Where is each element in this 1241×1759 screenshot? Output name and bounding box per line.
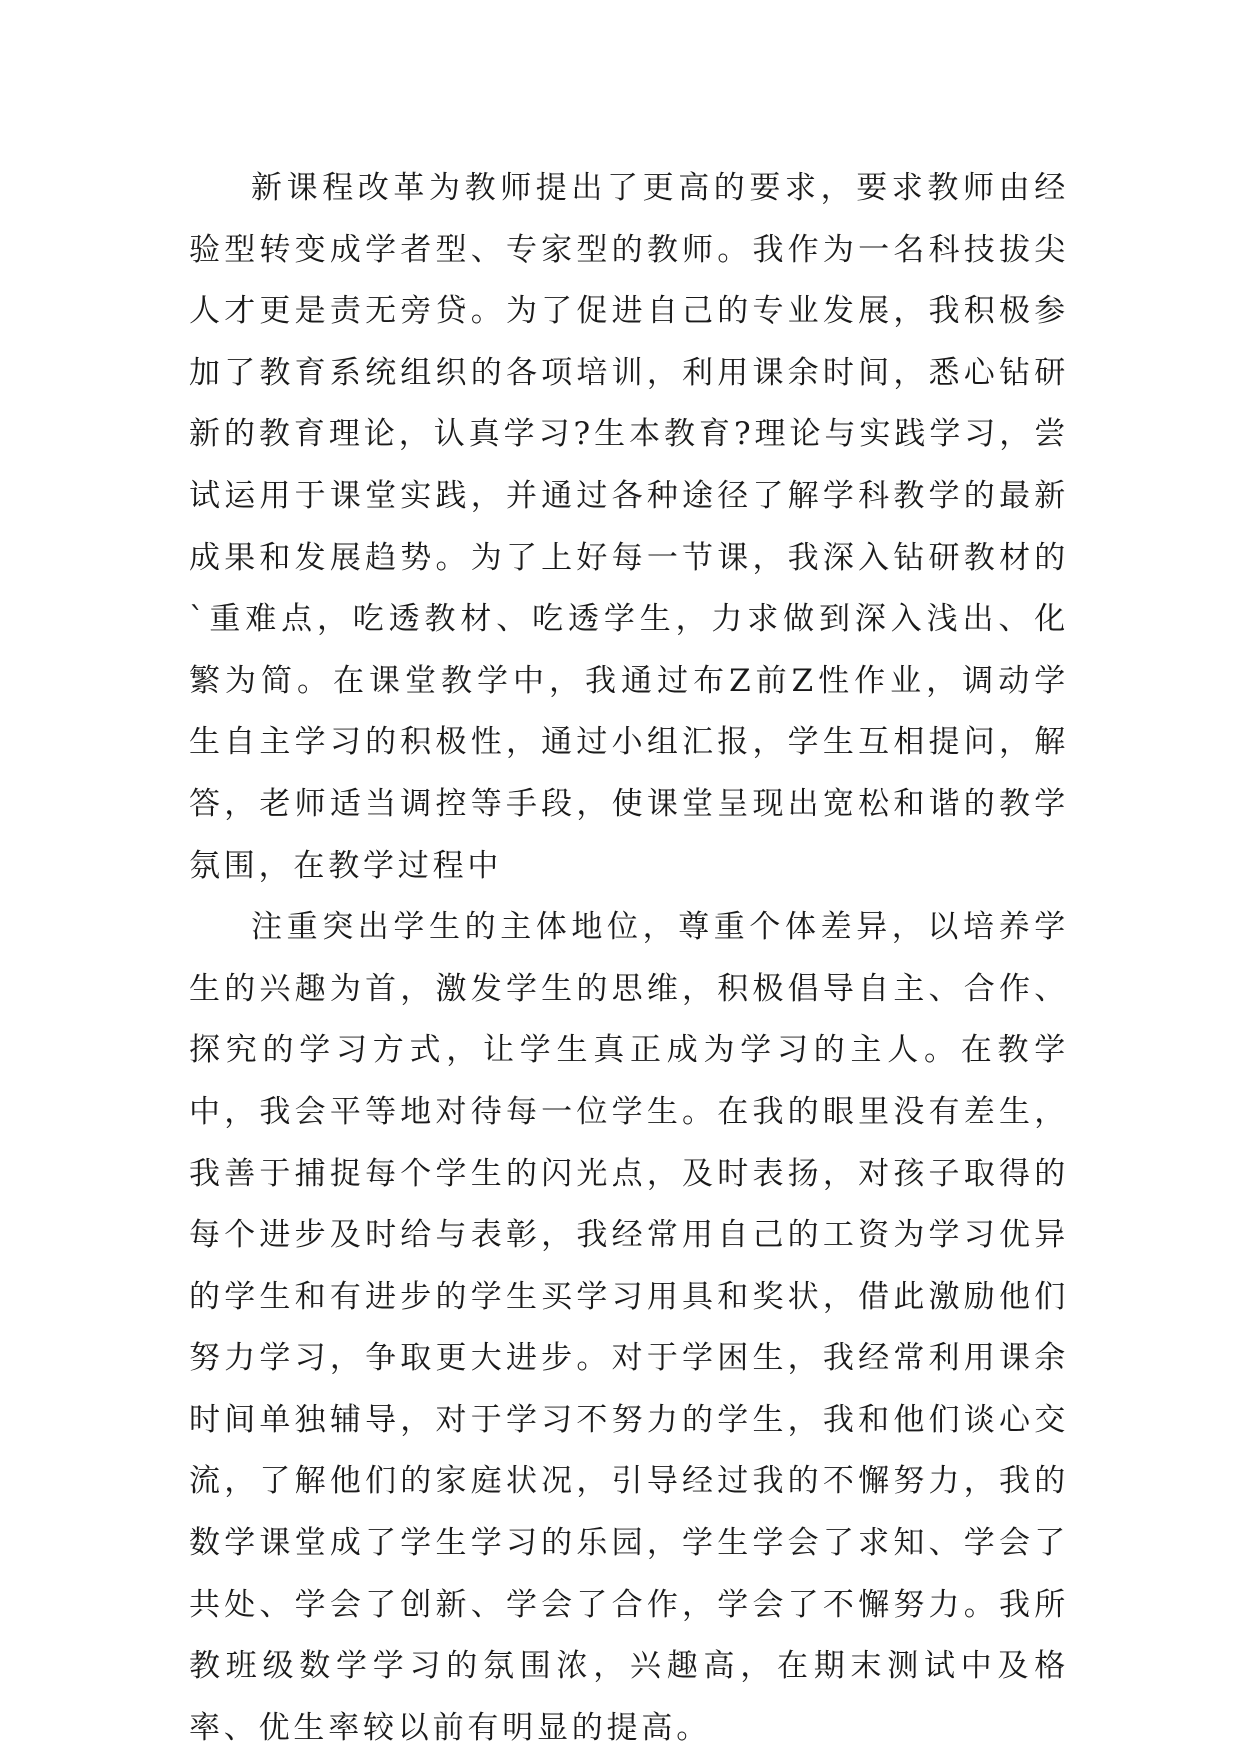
paragraph-2: 注重突出学生的主体地位，尊重个体差异，以培养学生的兴趣为首，激发学生的思维，积极倡导自主、合作、探究的学习方式，让学生真正成为学习的主人。在教学中，我会平等地对待每一位学生。在我的眼里没有差生，我善于捕捉每个学生的闪光点，及时表扬，对孩子取得的每个进步及时给与表彰，我经常用自己的工资为学习优异的学生和有进步的学生买学习用具和奖状，借此激励他们努力学习，争取更大进步。对于学困生，我经常利用课余时间单独辅导，对于学习不努力的学生，我和他们谈心交流，了解他们的家庭状况，引导经过我的不懈努力，我的数学课堂成了学生学习的乐园，学生学会了求知、学会了共处、学会了创新、学会了合作，学会了不懈努力。我所教班级数学学习的氛围浓，兴趣高，在期末测试中及格率、优生率较以前有明显的提高。: [189, 909, 1069, 1746]
body-text: [189, 158, 1069, 1759]
paragraph-1: 新课程改革为教师提出了更高的要求，要求教师由经验型转变成学者型、专家型的教师。我作为一名科技拔尖人才更是责无旁贷。为了促进自己的专业发展，我积极参加了教育系统组织的各项培训，利用课余时间，悉心钻研新的教育理论，认真学习?生本教育?理论与实践学习，尝试运用于课堂实践，并通过各种途径了解学科教学的最新成果和发展趋势。为了上好每一节课，我深入钻研教材的`重难点，吃透教材、吃透学生，力求做到深入浅出、化繁为简。在课堂教学中，我通过布Z前Z性作业，调动学生自主学习的积极性，通过小组汇报，学生互相提问，解答，老师适当调控等手段，使课堂呈现出宽松和谐的教学氛围，在教学过程中: [189, 170, 1069, 884]
